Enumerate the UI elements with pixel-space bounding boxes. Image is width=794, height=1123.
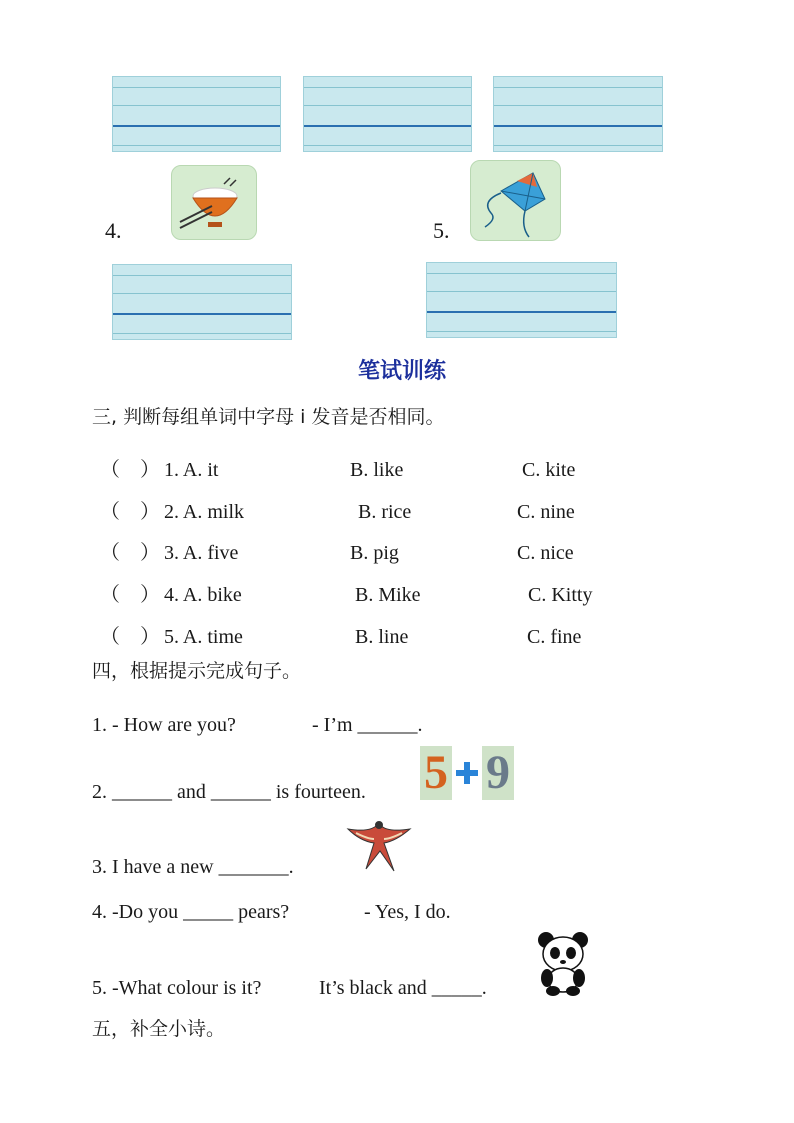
plus-icon-v (464, 762, 470, 784)
writing-lines-1[interactable] (112, 76, 281, 152)
s4-q2[interactable]: 2. ______ and ______ is fourteen. (92, 781, 366, 803)
s4-q1-answer[interactable]: - I’m ______. (312, 714, 423, 736)
writing-lines-5[interactable] (426, 262, 617, 338)
s4-q5-question: 5. -What colour is it? (92, 977, 262, 999)
s3-row1-paren[interactable]: （ ） (100, 459, 160, 481)
s3-row2-c: C. nine (517, 501, 575, 523)
s3-row5-b: B. line (355, 626, 409, 648)
s3-row4-paren[interactable]: （ ） (100, 584, 160, 606)
s3-row2-b: B. rice (358, 501, 412, 523)
s3-row2-a: 2. A. milk (164, 501, 245, 523)
s3-row4-c: C. Kitty (528, 584, 593, 606)
s3-row3-a: 3. A. five (164, 542, 239, 564)
writing-lines-4[interactable] (112, 264, 292, 340)
rice-bowl-icon (171, 165, 257, 240)
s3-row3-paren[interactable]: （ ） (100, 542, 160, 564)
section-title: 笔试训练 (358, 359, 447, 384)
section5-heading: 五，补全小诗。 (92, 1018, 226, 1040)
writing-lines-3[interactable] (493, 76, 663, 152)
s4-q4-question[interactable]: 4. -Do you _____ pears? (92, 901, 290, 923)
s3-row4-b: B. Mike (355, 584, 421, 606)
panda-icon (534, 930, 592, 996)
item-number-4: 4. (105, 218, 122, 243)
five-plus-nine-icon (420, 746, 514, 800)
s3-row4-a: 4. A. bike (164, 584, 242, 606)
s3-row1-c: C. kite (522, 459, 576, 481)
s4-q1-question: 1. - How are you? (92, 714, 236, 736)
s4-q3[interactable]: 3. I have a new _______. (92, 856, 294, 878)
digit-5: 5 (420, 746, 452, 800)
kite-icon (470, 160, 561, 241)
item-number-5: 5. (433, 218, 450, 243)
s3-row5-paren[interactable]: （ ） (100, 626, 160, 648)
s3-row3-c: C. nice (517, 542, 574, 564)
s3-row5-c: C. fine (527, 626, 582, 648)
s3-row2-paren[interactable]: （ ） (100, 501, 160, 523)
digit-9: 9 (482, 746, 514, 800)
s3-row5-a: 5. A. time (164, 626, 243, 648)
s3-row1-b: B. like (350, 459, 404, 481)
section3-heading: 三, 判断每组单词中字母 i 发音是否相同。 (92, 406, 445, 428)
s4-q4-answer: - Yes, I do. (364, 901, 451, 923)
s3-row3-b: B. pig (350, 542, 399, 564)
s4-q5-answer[interactable]: It’s black and _____. (319, 977, 487, 999)
section4-heading: 四，根据提示完成句子。 (92, 660, 302, 682)
swallow-kite-icon (344, 815, 414, 873)
s3-row1-a: 1. A. it (164, 459, 219, 481)
writing-lines-2[interactable] (303, 76, 472, 152)
